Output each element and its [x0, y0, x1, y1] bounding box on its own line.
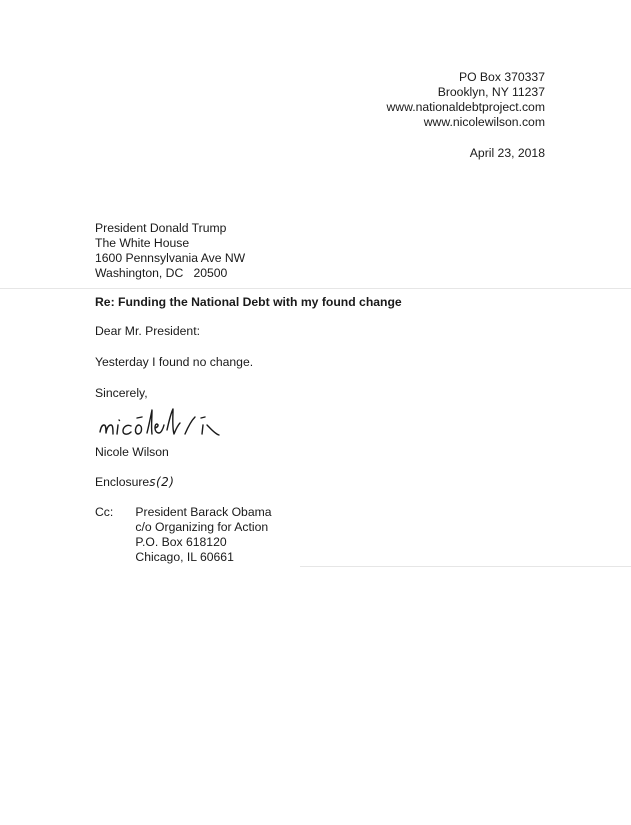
sender-website-1: www.nationaldebtproject.com	[386, 100, 545, 114]
recipient-city: Washington, DC 20500	[95, 266, 228, 280]
scan-artifact-line	[0, 288, 631, 289]
sender-city: Brooklyn, NY 11237	[437, 85, 545, 99]
recipient-organization: The White House	[95, 236, 190, 250]
recipient-street: 1600 Pennsylvania Ave NW	[95, 251, 246, 265]
sender-address	[386, 70, 545, 130]
cc-po-box: P.O. Box 618120	[135, 535, 227, 549]
salutation: Dear Mr. President:	[95, 324, 200, 338]
cc-name: President Barack Obama	[135, 505, 272, 519]
sender-website-2: www.nicolewilson.com	[423, 115, 545, 129]
cc-care-of: c/o Organizing for Action	[135, 520, 269, 534]
scan-artifact-line	[300, 566, 631, 567]
enclosures	[95, 475, 174, 490]
recipient-address	[95, 221, 245, 281]
handwritten-signature	[95, 403, 245, 441]
enclosure-handwritten-count: s(2)	[149, 475, 175, 489]
sender-po-box: PO Box 370337	[458, 70, 545, 84]
cc-label: Cc:	[95, 505, 114, 519]
signer-name: Nicole Wilson	[95, 445, 169, 459]
cc-city: Chicago, IL 60661	[135, 550, 234, 564]
letter-date: April 23, 2018	[469, 146, 545, 160]
recipient-name: President Donald Trump	[95, 221, 227, 235]
closing: Sincerely,	[95, 386, 148, 400]
enclosure-label: Enclosure	[95, 475, 150, 489]
cc-block	[95, 505, 272, 565]
subject-line: Re: Funding the National Debt with my found change	[95, 295, 402, 309]
letter-body: Yesterday I found no change.	[95, 355, 254, 369]
